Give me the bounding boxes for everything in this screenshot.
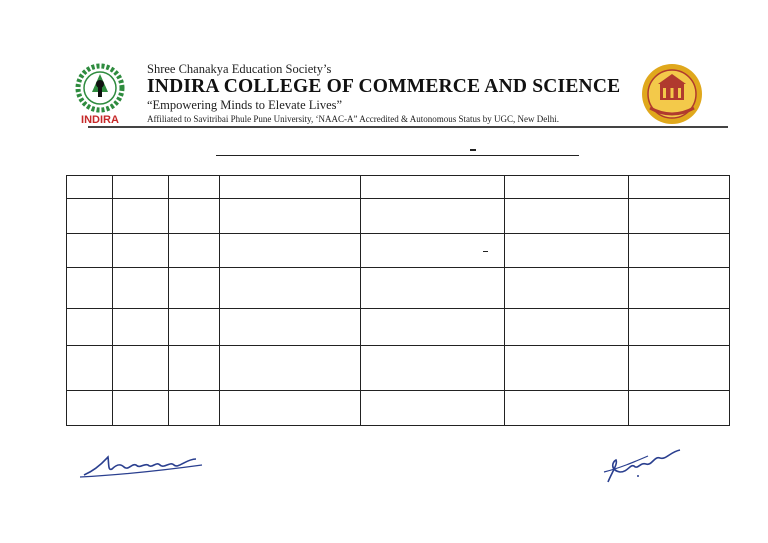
table-cell bbox=[505, 268, 629, 309]
table-cell bbox=[169, 234, 220, 268]
table-cell bbox=[169, 199, 220, 234]
table-cell bbox=[629, 346, 730, 391]
table-cell bbox=[505, 176, 629, 199]
table-cell bbox=[169, 391, 220, 426]
table-cell bbox=[629, 234, 730, 268]
letterhead bbox=[62, 58, 732, 130]
table-cell bbox=[220, 199, 361, 234]
table-cell bbox=[169, 268, 220, 309]
table-cell bbox=[505, 391, 629, 426]
table-row bbox=[67, 391, 730, 426]
title-dash-mark bbox=[470, 149, 476, 151]
table-row bbox=[67, 309, 730, 346]
college-motto: “Empowering Minds to Elevate Lives” bbox=[147, 98, 343, 112]
table-cell bbox=[67, 268, 113, 309]
table-cell bbox=[67, 346, 113, 391]
table-cell bbox=[169, 346, 220, 391]
cell-dash-mark bbox=[483, 251, 488, 252]
table-cell bbox=[113, 309, 169, 346]
table-cell bbox=[113, 176, 169, 199]
table-cell bbox=[67, 309, 113, 346]
table-cell bbox=[67, 199, 113, 234]
society-name: Shree Chanakya Education Society’s bbox=[147, 62, 332, 76]
table-cell bbox=[629, 176, 730, 199]
table-cell bbox=[113, 234, 169, 268]
table-cell bbox=[361, 199, 505, 234]
college-name: INDIRA COLLEGE OF COMMERCE AND SCIENCE bbox=[147, 76, 621, 97]
table-row bbox=[67, 199, 730, 234]
logo-text: INDIRA bbox=[81, 114, 119, 126]
table-row bbox=[67, 176, 730, 199]
table-cell bbox=[505, 346, 629, 391]
table-cell bbox=[361, 346, 505, 391]
header-divider bbox=[88, 126, 728, 128]
table-cell bbox=[113, 268, 169, 309]
table-cell bbox=[220, 391, 361, 426]
table-cell bbox=[505, 234, 629, 268]
table-cell bbox=[629, 309, 730, 346]
table-cell bbox=[361, 309, 505, 346]
table-cell bbox=[505, 199, 629, 234]
table-cell bbox=[361, 234, 505, 268]
table-cell bbox=[629, 268, 730, 309]
signature-left bbox=[78, 445, 208, 481]
title-underline bbox=[216, 155, 579, 156]
table-cell bbox=[169, 176, 220, 199]
table-cell bbox=[113, 346, 169, 391]
table-cell bbox=[67, 176, 113, 199]
table-cell bbox=[220, 346, 361, 391]
table-cell bbox=[361, 391, 505, 426]
signature-right bbox=[600, 442, 700, 486]
table-cell bbox=[113, 391, 169, 426]
table-cell bbox=[220, 268, 361, 309]
table-cell bbox=[220, 176, 361, 199]
table-cell bbox=[220, 234, 361, 268]
college-logo-icon bbox=[64, 62, 136, 126]
table-cell bbox=[113, 199, 169, 234]
table-cell bbox=[361, 268, 505, 309]
table-cell bbox=[361, 176, 505, 199]
table-cell bbox=[67, 234, 113, 268]
table-cell bbox=[169, 309, 220, 346]
header-text-block bbox=[147, 62, 647, 125]
table-cell bbox=[505, 309, 629, 346]
table-cell bbox=[220, 309, 361, 346]
blank-table bbox=[66, 175, 729, 426]
table-cell bbox=[629, 391, 730, 426]
table-row bbox=[67, 234, 730, 268]
table-row bbox=[67, 268, 730, 309]
affiliation-line: Affiliated to Savitribai Phule Pune University, ‘NAAC-A” Accredited & Autonomous Status by UGC, New Delhi. bbox=[147, 114, 559, 124]
table-cell bbox=[629, 199, 730, 234]
table-row bbox=[67, 346, 730, 391]
table-cell bbox=[67, 391, 113, 426]
university-seal-icon bbox=[640, 60, 704, 126]
